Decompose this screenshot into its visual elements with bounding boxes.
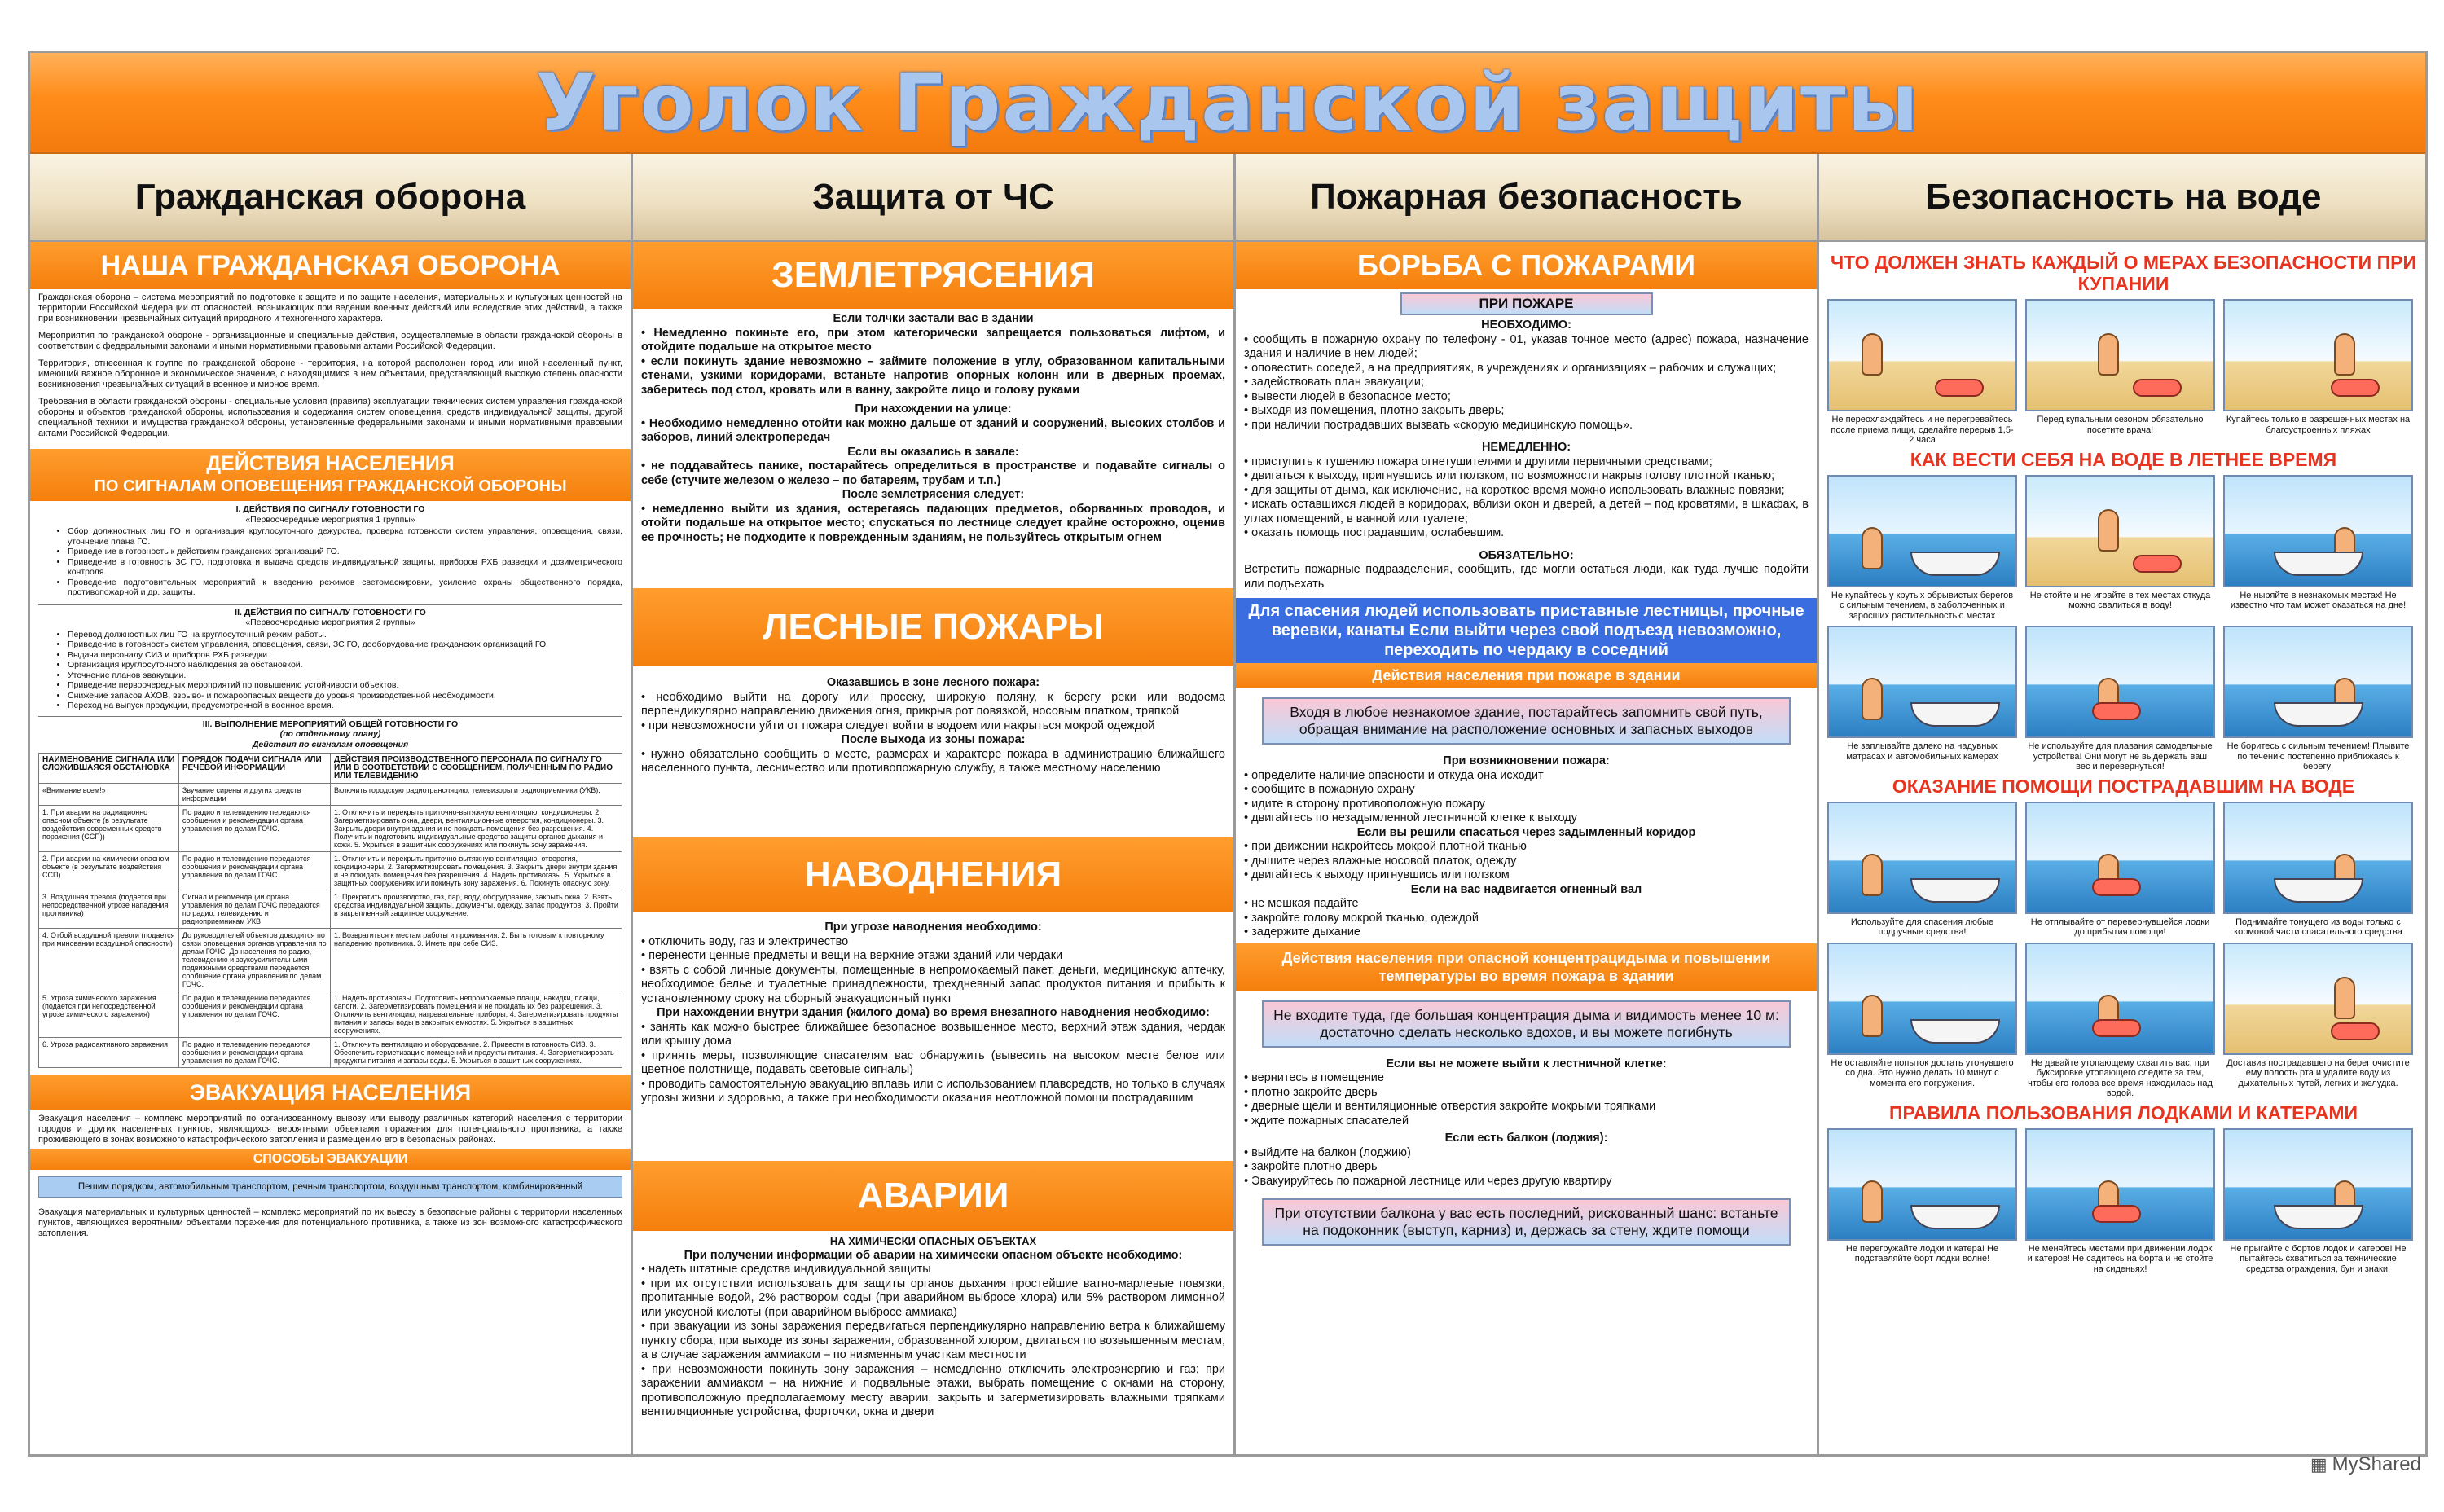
illustration-caption: Не переохлаждайтесь и не перегревайтесь после приема пищи, сделайте перерыв 1,5-2 часа xyxy=(1831,415,2014,445)
section-bar-accidents: АВАРИИ xyxy=(633,1161,1233,1231)
list-item: • для защиты от дыма, как исключение, на короткое время можно использовать влажные повязки; xyxy=(1244,483,1785,497)
paragraph: • занять как можно быстрее ближайшее безопасное возвышенное место, верхний этаж здания, чердак или крышу дома xyxy=(641,1020,1225,1048)
readiness-list xyxy=(68,630,622,711)
table-cell: Включить городскую радиотрансляцию, телевизоры и радиоприемники (УКВ). xyxy=(330,784,622,806)
illustration-card xyxy=(2223,943,2413,1099)
subheading: Если вы решили спасаться через задымленный коридор xyxy=(1356,825,1696,839)
table-cell: 1. Отключить и перекрыть приточно-вытяжную вентиляцию, кондиционеры. 2. Загерметизировать окна, двери, вентиляционные отверстия, кондиционеры. 3. Закрыть двери внутри здания и не покидать помещения без разрешения. 4. Получить и подготовить индивидуальные средства защиты органов дыхания и кожи. 5. Укрыться в защитных сооружениях или покинуть зону заражения. xyxy=(330,806,622,852)
paragraph: Встретить пожарные подразделения, сообщить, где могли остаться люди, как туда лучше подойти или подъехать xyxy=(1244,563,1809,591)
tag-row xyxy=(1236,292,1817,315)
column-header: Безопасность на воде xyxy=(1819,154,2428,242)
list-item: • закройте плотно дверь xyxy=(1244,1160,1378,1173)
illustration-card xyxy=(1827,299,2017,446)
illustration-caption: Не отплывайте от перевернувшейся лодки до прибытия помощи! xyxy=(2030,916,2210,937)
table-cell: Сигнал и рекомендации органа управления по делам ГОЧС передаются по радио, телевидению и радиоприемникам УКВ xyxy=(178,890,330,929)
paragraph: • при их отсутствии использовать для защиты органов дыхания простейшие ватно-марлевые повязки, пропитанные водой, 2% раствором соды (при аварийном выбросе хлора) или 5% раствором лимонной или уксусной кислоты (при аварийном выбросе аммиака) xyxy=(641,1277,1225,1319)
readiness-title: II. ДЕЙСТВИЯ ПО СИГНАЛУ ГОТОВНОСТИ ГО xyxy=(38,604,622,618)
paragraph: • принять меры, позволяющие спасателям вас обнаружить (вывесить на высоком месте белое или цветное полотнище, подавать световые сигналы) xyxy=(641,1048,1225,1076)
watermark-icon: ▦ xyxy=(2310,1454,2328,1475)
subheading: При возникновении пожара: xyxy=(1443,754,1610,767)
readiness-title: I. ДЕЙСТВИЯ ПО СИГНАЛУ ГОТОВНОСТИ ГО xyxy=(235,504,425,514)
picture-row xyxy=(1819,621,2428,772)
illustration-caption: Не перегружайте лодки и катера! Не подставляйте борт лодки волне! xyxy=(1845,1243,1999,1264)
illustration-image xyxy=(2025,626,2215,738)
table-header: ПОРЯДОК ПОДАЧИ СИГНАЛА ИЛИ РЕЧЕВОЙ ИНФОРМАЦИИ xyxy=(178,754,330,784)
list-item: • Приведение первоочередных мероприятий по повышению устойчивости объектов. xyxy=(68,680,622,691)
illustration-image xyxy=(2223,802,2413,914)
illustration-caption: Доставив пострадавшего на берег очистите ему полость рта и удалите воду из дыхательных путей, легких и желудка. xyxy=(2226,1057,2410,1088)
illustration-image xyxy=(2025,299,2215,411)
illustration-card xyxy=(1827,626,2017,772)
paragraph: • проводить самостоятельную эвакуацию вплавь или с использованием плавсредств, но только в случаях угрозы жизни и здоровью, а также при необходимости оказания неотложной помощи пострадавшим xyxy=(641,1077,1225,1105)
column-header: Гражданская оборона xyxy=(30,154,631,242)
paragraph: • Немедленно покиньте его, при этом категорически запрещается пользоваться лифтом, и отойдите подальше на открытое место xyxy=(641,326,1225,354)
readiness-title: III. ВЫПОЛНЕНИЕ МЕРОПРИЯТИЙ ОБЩЕЙ ГОТОВНОСТИ ГО xyxy=(38,716,622,730)
illustration-caption: Не купайтесь у крутых обрывистых берегов с сильным течением, в заболоченных и заросших растительностью местах xyxy=(1831,590,2014,621)
table-cell: 6. Угроза радиоактивного заражения xyxy=(39,1038,179,1068)
illustration-image xyxy=(2025,943,2215,1055)
picture-row xyxy=(1819,1123,2428,1275)
fire-actions-text xyxy=(1236,751,1817,943)
table-cell: 1. Отключить вентиляцию и оборудование. 2. Привести в готовность СИЗ. 3. Обеспечить герметизацию помещений и продукты питания. 4. Загерметизировать продукты питания и запасы воды. 5. Укрыться в защитных сооружениях. xyxy=(330,1038,622,1068)
column-civil-defense xyxy=(30,154,633,1457)
paragraph: • при невозможности уйти от пожара следует войти в водоем или накрыться мокрой одеждой xyxy=(641,719,1155,732)
list-item: • Переход на выпуск продукции, предусмотренной в военное время. xyxy=(68,701,622,711)
illustration-image xyxy=(1827,1128,2017,1241)
illustration-caption: Перед купальным сезоном обязательно посетите врача! xyxy=(2037,415,2204,435)
paragraph: • нужно обязательно сообщить о месте, размерах и характере пожара в администрацию ближайшего населенного пункта, лесничество или противопожарную службу, а также местному населению xyxy=(641,747,1225,775)
evac-methods-box: Пешим порядком, автомобильным транспортом, речным транспортом, воздушным транспортом, комбинированный xyxy=(38,1176,622,1198)
table-row xyxy=(39,991,622,1038)
paragraph: • необходимо выйти на дорогу или просеку, широкую поляну, к берегу реки или водоема перпендикулярно направлению движения огня, прикрыв рот повязкой, носовым платком, тряпкой xyxy=(641,690,1225,718)
column-water-safety xyxy=(1819,154,2428,1457)
list-item: • вернитесь в помещение xyxy=(1244,1071,1384,1084)
list xyxy=(1244,769,1809,826)
subheading: Если толчки застали вас в здании xyxy=(833,312,1034,325)
column-header: Защита от ЧС xyxy=(633,154,1233,242)
subheading: НЕОБХОДИМО: xyxy=(1481,319,1571,332)
subheading: НЕМЕДЛЕННО: xyxy=(1481,441,1571,454)
table-row xyxy=(39,1038,622,1068)
illustration-card xyxy=(2025,299,2215,446)
list-item: • ждите пожарных спасателей xyxy=(1244,1114,1409,1127)
section-bar-forest-fires: ЛЕСНЫЕ ПОЖАРЫ xyxy=(633,588,1233,666)
illustration-image xyxy=(2025,1128,2215,1241)
watermark xyxy=(2310,1453,2421,1476)
list-item: • сообщить в пожарную охрану по телефону - 01, указав точное место (адрес) пожара, назначение здания и наличие в нем людей; xyxy=(1244,332,1809,360)
list-item: • Приведение в готовность к действиям гражданских организаций ГО. xyxy=(68,547,622,557)
section-heading: КАК ВЕСТИ СЕБЯ НА ВОДЕ В ЛЕТНЕЕ ВРЕМЯ xyxy=(1910,448,2337,470)
table-cell: 1. Надеть противогазы. Подготовить непромокаемые плащи, накидки, плащи, сапоги. 2. Загерметизировать помещения и не покидать их без разрешения. 3. Отключить вентиляцию, нагревательные приборы. 4. Загерметизировать продукты питания и запасы воды в закрытых емкостях. 5. Укрыться в защитных сооружениях. xyxy=(330,991,622,1038)
flood-text xyxy=(633,912,1233,1161)
tag-on-fire: ПРИ ПОЖАРЕ xyxy=(1400,292,1653,315)
paragraph: • надеть штатные средства индивидуальной защиты xyxy=(641,1263,931,1276)
warning-box: Входя в любое незнакомое здание, постарайтесь запомнить свой путь, обращая внимание на расположение основных и запасных выходов xyxy=(1262,697,1791,745)
section-bar-our-civil-defense: НАША ГРАЖДАНСКАЯ ОБОРОНА xyxy=(30,242,631,289)
illustration-caption: Не заплывайте далеко на надувных матрасах и автомобильных камерах xyxy=(1846,741,1998,762)
watermark-text: MyShared xyxy=(2332,1453,2421,1475)
list-item: • Приведение в готовность ЗС ГО, подготовка и выдача средств индивидуальной защиты, приборов РХБ разведки и дозиметрического контроля. xyxy=(68,557,622,578)
table-cell: До руководителей объектов доводится по связи оповещения органов управления по делам ГОЧС. До населения по радио, телевидению и звукоусилительными подвижными средствами передается сообщение органа управления по делам ГОЧС. xyxy=(178,929,330,991)
list-item: • определите наличие опасности и откуда она исходит xyxy=(1244,768,1544,782)
illustration-image xyxy=(2223,626,2413,738)
table-cell: По радио и телевидению передаются сообщения и рекомендации органа управления по делам ГОЧС. xyxy=(178,1038,330,1068)
table-cell: 3. Воздушная тревога (подается при непосредственной угрозе нападения противника) xyxy=(39,890,179,929)
earthquake-text xyxy=(633,309,1233,588)
definitions-block xyxy=(30,289,631,449)
section-bar-earthquakes: ЗЕМЛЕТРЯСЕНИЯ xyxy=(633,242,1233,309)
section-heading: ОКАЗАНИЕ ПОМОЩИ ПОСТРАДАВШИМ НА ВОДЕ xyxy=(1892,775,2355,797)
subheading: Оказавшись в зоне лесного пожара: xyxy=(826,676,1040,689)
paragraph: • Необходимо немедленно отойти как можно дальше от зданий и сооружений, высоких столбов и заборов, линий электропередач xyxy=(641,416,1225,444)
list-item: • искать оставшихся людей в коридорах, вблизи окон и дверей, а детей – под кроватями, в шкафах, в углах помещений, в ванной или туалете; xyxy=(1244,498,1809,525)
section-heading: ЧТО ДОЛЖЕН ЗНАТЬ КАЖДЫЙ О МЕРАХ БЕЗОПАСНОСТИ ПРИ КУПАНИИ xyxy=(1831,252,2416,294)
list-item: • Проведение подготовительных мероприятий к введению режимов светомаскировки, усиление охраны общественного порядка, противопожарной и др. защиты. xyxy=(68,578,622,598)
subheading: При нахождении на улице: xyxy=(855,402,1012,415)
table-cell: По радио и телевидению передаются сообщения и рекомендации органа управления по делам ГОЧС. xyxy=(178,991,330,1038)
illustration-caption: Не используйте для плавания самодельные устройства! Они могут не выдержать ваш вес и перевернуться! xyxy=(2028,741,2213,771)
paragraph: • взять с собой личные документы, помещенные в непромокаемый пакет, деньги, медицинскую аптечку, необходимое белье и туалетные принадлежности, трехдневный запас продуктов питания и прибыть к установленному сроку на сборный эвакуационный пункт xyxy=(641,963,1225,1005)
list-item: • выйдите на балкон (лоджию) xyxy=(1244,1145,1411,1159)
list-item: • дверные щели и вентиляционные отверстия закройте мокрыми тряпками xyxy=(1244,1100,1656,1113)
list-item: • при наличии пострадавших вызвать «скорую медицинскую помощь». xyxy=(1244,418,1633,432)
list-item: • задержите дыхание xyxy=(1244,925,1360,938)
list-item: • Выдача персоналу СИЗ и приборов РХБ разведки. xyxy=(68,650,622,661)
section-bar-smoke: Действия населения при опасной концентрацидыма и повышении температуры во время пожара в здании xyxy=(1236,943,1817,991)
subheading: После землетрясения следует: xyxy=(842,488,1025,501)
definition-text: Требования в области гражданской обороны - специальные условия (правила) эксплуатации технических систем управления гражданской обороны и объектов гражданской обороны, использования и содержания систем оповещения, средств индивидуальной защиты, другой специальной техники и имущества гражданской обороны, установленные федеральными законами и иными нормативными правовыми актами Российской Федерации. xyxy=(38,397,622,438)
section-bar-building-fire: Действия населения при пожаре в здании xyxy=(1236,663,1817,688)
section-bar-population-actions xyxy=(30,449,631,501)
section-bar-subtitle: ПО СИГНАЛАМ ОПОВЕЩЕНИЯ ГРАЖДАНСКОЙ ОБОРОНЫ xyxy=(94,477,567,495)
list xyxy=(1244,1146,1809,1189)
illustration-image xyxy=(2223,943,2413,1055)
list-item: • идите в сторону противоположную пожару xyxy=(1244,797,1485,811)
list-item: • плотно закройте дверь xyxy=(1244,1085,1378,1099)
definition-text: Территория, отнесенная к группе по гражданской обороне - территория, на которой расположен город или иной населенный пункт, имеющий важное оборонное и экономическое значение, с находящимися в нем объектами, представляющий высокую степень опасности возникновения чрезвычайных ситуаций в военное и мирное время. xyxy=(38,358,622,389)
definition-text: Мероприятия по гражданской обороне - организационные и специальные действия, осуществляемые в области гражданской обороны в соответствии с федеральными законами и иными нормативными правовыми актами Российской Федерации. xyxy=(38,331,622,351)
list-item: • Приведение в готовность систем управления, оповещения, связи, ЗС ГО, дооборудование гражданских организаций ГО. xyxy=(68,640,622,650)
illustration-caption: Не стойте и не играйте в тех местах откуда можно свалиться в воду! xyxy=(2029,590,2211,610)
signals-table xyxy=(38,753,622,1068)
illustration-image xyxy=(2025,802,2215,914)
readiness-subtitle: «Первоочередные мероприятия 1 группы» xyxy=(245,514,415,525)
list-item: • сообщите в пожарную охрану xyxy=(1244,783,1415,796)
illustration-image xyxy=(1827,802,2017,914)
list-item: • Сбор должностных лиц ГО и организация круглосуточного дежурства, проверка готовности систем управления, оповещения, связи, уточнение плана ГО. xyxy=(68,526,622,547)
list-item: • приступить к тушению пожара огнетушителями и другими первичными средствами; xyxy=(1244,455,1712,468)
fire-rules-text xyxy=(1236,315,1817,595)
section-bar-floods: НАВОДНЕНИЯ xyxy=(633,837,1233,912)
table-cell: По радио и телевидению передаются сообщения и рекомендации органа управления по делам ГОЧС. xyxy=(178,806,330,852)
illustration-card xyxy=(2025,943,2215,1099)
list-item: • оповестить соседей, а на предприятиях, в учреждениях и организациях – рабочих и служащих; xyxy=(1244,361,1777,375)
illustration-card xyxy=(2223,626,2413,772)
paragraph: • не поддавайтесь панике, постарайтесь определиться в пространстве и подавайте сигналы о себе (стучите железом о железо – по батареям, трубам и т.п.) xyxy=(641,459,1225,487)
table-cell: 1. Отключить и перекрыть приточно-вытяжную вентиляцию, отверстия, кондиционеры. 2. Загерметизировать помещения. 3. Закрыть двери внутри здания и не покидать помещения без разрешения. 4. Надеть противогазы. 5. Укрыться в защитных сооружениях или покинуть зону заражения. 6. Покинуть опасную зону. xyxy=(330,852,622,890)
table-row xyxy=(39,890,622,929)
table-body xyxy=(39,784,622,1068)
subheading: После выхода из зоны пожара: xyxy=(841,733,1026,746)
table-row xyxy=(39,929,622,991)
list-item: • двигайтесь по незадымленной лестничной клетке к выходу xyxy=(1244,811,1577,824)
readiness-list xyxy=(68,526,622,598)
warning-box: При отсутствии балкона у вас есть последний, рискованный шанс: встаньте на подоконник (выступ, карниз) и, держась за стену, ждите помощи xyxy=(1262,1198,1791,1246)
list-item: • Эвакуируйтесь по пожарной лестнице или через другую квартиру xyxy=(1244,1174,1612,1188)
stairs-text xyxy=(1236,1054,1817,1193)
illustration-caption: Не прыгайте с бортов лодок и катеров! Не пытайтесь схватиться за технические средства ограждения, бун и знаки! xyxy=(2230,1243,2407,1274)
illustration-image xyxy=(2223,1128,2413,1241)
list-item: • двигайтесь к выходу пригнувшись или ползком xyxy=(1244,868,1510,881)
section-heading: ПРАВИЛА ПОЛЬЗОВАНИЯ ЛОДКАМИ И КАТЕРАМИ xyxy=(1888,1101,2358,1123)
list-item: • Уточнение планов эвакуации. xyxy=(68,670,622,681)
paragraph: • немедленно выйти из здания, остерегаясь падающих предметов, оборванных проводов, и отойти подальше на открытое место; спускаться по лестнице следует крайне осторожно, оценив ее прочность; не подходите к поврежденным зданиям, не пользуйтесь открытым огнем xyxy=(641,502,1225,544)
subheading: ОБЯЗАТЕЛЬНО: xyxy=(1479,548,1574,562)
illustration-caption: Поднимайте тонущего из воды только с кормовой части спасательного средства xyxy=(2234,916,2402,937)
list-item: • выходя из помещения, плотно закрыть дверь; xyxy=(1244,404,1505,417)
illustration-caption: Не боритесь с сильным течением! Плывите по течению постепенно приближаясь к берегу! xyxy=(2226,741,2410,771)
definition-text: Гражданская оборона – система мероприятий по подготовке к защите и по защите населения, материальных и культурных ценностей на территории Российской Федерации от опасностей, возникающих при ведении военных действий или вследствие этих действий, а также при возникновении чрезвычайных ситуаций природного и техногенного характера. xyxy=(38,292,622,323)
accident-text xyxy=(633,1231,1233,1423)
rescue-note: Для спасения людей использовать приставные лестницы, прочные веревки, канаты Если выйти через свой подъезд невозможно, переходить по чердаку в соседний xyxy=(1236,598,1817,663)
list xyxy=(1244,897,1809,940)
readiness-subtitle: «Первоочередные мероприятия 2 группы» xyxy=(245,618,415,627)
section-bar-evac-methods: СПОСОБЫ ЭВАКУАЦИИ xyxy=(30,1149,631,1170)
illustration-card xyxy=(2025,475,2215,622)
list xyxy=(1244,333,1809,433)
section-bar-firefighting: БОРЬБА С ПОЖАРАМИ xyxy=(1236,242,1817,289)
column-header: Пожарная безопасность xyxy=(1236,154,1817,242)
picture-row xyxy=(1819,294,2428,446)
illustration-card xyxy=(1827,943,2017,1099)
section-bar-evacuation: ЭВАКУАЦИЯ НАСЕЛЕНИЯ xyxy=(30,1075,631,1110)
illustration-image xyxy=(2025,475,2215,587)
table-header-row xyxy=(39,754,622,784)
picture-row xyxy=(1819,938,2428,1099)
table-row xyxy=(39,784,622,806)
subheading: НА ХИМИЧЕСКИ ОПАСНЫХ ОБЪЕКТАХ xyxy=(829,1235,1037,1247)
paragraph: • если покинуть здание невозможно – займите положение в углу, образованном капитальными стенами, узкими коридорами, встаньте напротив опорных колонн или в дверных проемах, заберитесь под стол, кровать или в ванну, закройте лицо и голову руками xyxy=(641,354,1225,397)
subheading: При получении информации об аварии на химически опасном объекте необходимо: xyxy=(684,1248,1183,1262)
illustration-caption: Используйте для спасения любые подручные средства! xyxy=(1850,916,1994,937)
list-item: • двигаться к выходу, пригнувшись или ползком, по возможности накрыв голову плотной тканью; xyxy=(1244,469,1775,482)
table-cell: 4. Отбой воздушной тревоги (подается при миновании воздушной опасности) xyxy=(39,929,179,991)
list xyxy=(1244,455,1809,541)
table-cell: 1. Прекратить производство, газ, пар, воду, оборудование, закрыть окна. 2. Взять средства индивидуальной защиты, документы, одежду, запас продуктов. 3. Пройти в закрепленный защитное сооружение. xyxy=(330,890,622,929)
evacuation-values-text: Эвакуация материальных и культурных ценностей – комплекс мероприятий по их вывозу в безопасные районы с территории населенных пунктов, являющихся вероятными объектами поражения для потенциального противника, а также из зон возможного катастрофического затопления. xyxy=(38,1207,622,1238)
list-item: • при движении накройтесь мокрой плотной тканью xyxy=(1244,840,1527,853)
table-cell: 2. При аварии на химически опасном объекте (в результате воздействия ССП) xyxy=(39,852,179,890)
list-item: • Снижение запасов АХОВ, взрыво- и пожароопасных веществ до уровня производственной необходимости. xyxy=(68,691,622,701)
list-item: • не мешкая падайте xyxy=(1244,897,1359,910)
subheading: Если вы не можете выйти к лестничной клетке: xyxy=(1386,1057,1667,1070)
list-item: • задействовать план эвакуации; xyxy=(1244,376,1425,389)
table-row xyxy=(39,852,622,890)
subheading: При нахождении внутри здания (жилого дома) во время внезапного наводнения необходимо: xyxy=(657,1006,1210,1019)
table-row xyxy=(39,806,622,852)
illustration-caption: Купайтесь только в разрешенных местах на благоустроенных пляжах xyxy=(2226,415,2411,435)
illustration-caption: Не давайте утопающему схватить вас, при буксировке утопающего следите за тем, чтобы его голова все время находилась над водой. xyxy=(2028,1057,2213,1098)
illustration-image xyxy=(1827,475,2017,587)
illustration-card xyxy=(1827,475,2017,622)
paragraph: • при невозможности покинуть зону заражения – немедленно отключить электроэнергию и газ; при заражении аммиаком – на нижние и подвальные этажи, выбрать помещение с окнами на сторону, противоположную предполагаемому месту аварии, закрыть и загерметизировать влажными тряпками вентиляционные устройства, форточки, окна и двери xyxy=(641,1362,1225,1418)
illustration-card xyxy=(1827,1128,2017,1275)
forest-fire-text xyxy=(633,666,1233,837)
list xyxy=(1244,840,1809,883)
poster xyxy=(28,51,2428,1457)
list-item: • Перевод должностных лиц ГО на круглосуточный режим работы. xyxy=(68,630,622,640)
illustration-image xyxy=(1827,943,2017,1055)
illustration-caption: Не оставляйте попыток достать утонувшего со дна. Это нужно делать 10 минут с момента его погружения. xyxy=(1831,1057,2014,1088)
illustration-caption: Не меняйтесь местами при движении лодок и катеров! Не садитесь на борта и не стойте на сиденьях! xyxy=(2027,1243,2213,1274)
illustration-card xyxy=(2025,626,2215,772)
table-header: ДЕЙСТВИЯ ПРОИЗВОДСТВЕННОГО ПЕРСОНАЛА ПО СИГНАЛУ ГО ИЛИ В СООТВЕТСТВИИ С СООБЩЕНИЕМ, ПОЛУЧЕННЫМ ПО РАДИО ИЛИ ТЕЛЕВИДЕНИЮ xyxy=(330,754,622,784)
illustration-image xyxy=(2223,299,2413,411)
list-item: • вывести людей в безопасное место; xyxy=(1244,389,1451,403)
paragraph: • перенести ценные предметы и вещи на верхние этажи зданий или чердаки xyxy=(641,949,1063,962)
list-item: • Организация круглосуточного наблюдения за обстановкой. xyxy=(68,660,622,670)
illustration-card xyxy=(1827,802,2017,938)
readiness-subtitle: Действия по сигналам оповещения xyxy=(252,739,409,749)
column-fire-safety xyxy=(1236,154,1819,1457)
illustration-card xyxy=(2223,299,2413,446)
list-item: • оказать помощь пострадавшим, ослабевшим. xyxy=(1244,526,1505,539)
list-item: • закройте голову мокрой тканью, одеждой xyxy=(1244,911,1479,925)
table-header: НАИМЕНОВАНИЕ СИГНАЛА ИЛИ СЛОЖИВШАЯСЯ ОБСТАНОВКА xyxy=(39,754,179,784)
picture-row xyxy=(1819,470,2428,622)
table-cell: «Внимание всем!» xyxy=(39,784,179,806)
subheading: Если на вас надвигается огненный вал xyxy=(1410,882,1642,896)
table-cell: Звучание сирены и других средств информации xyxy=(178,784,330,806)
illustration-card xyxy=(2025,802,2215,938)
illustration-card xyxy=(2223,802,2413,938)
illustration-card xyxy=(2025,1128,2215,1275)
illustration-card xyxy=(2223,475,2413,622)
table-cell: По радио и телевидению передаются сообщения и рекомендации органа управления по делам ГОЧС. xyxy=(178,852,330,890)
poster-banner xyxy=(30,53,2425,154)
subheading: Если вы оказались в завале: xyxy=(847,445,1019,459)
warning-box: Не входите туда, где большая концентрация дыма и видимость менее 10 м: достаточно сделать несколько вдохов, и вы можете погибнуть xyxy=(1262,1000,1791,1048)
column-emergency-protection xyxy=(633,154,1236,1457)
list-item: • дышите через влажные носовой платок, одежду xyxy=(1244,854,1517,868)
illustration-card xyxy=(2223,1128,2413,1275)
table-cell: 1. При аварии на радиационно опасном объекте (в результате воздействия современных средств поражения (ССП)) xyxy=(39,806,179,852)
paragraph: • при эвакуации из зоны заражения передвигаться перпендикулярно направлению ветра к ближайшему пункту сбора, при выходе из зоны заражения, образованной хлором, двигаться по возвышенным местам, а в случае заражения аммиаком – по низменным участкам местности xyxy=(641,1320,1225,1361)
readiness-subtitle: (по отдельному плану) xyxy=(279,729,381,739)
list xyxy=(1244,1071,1809,1128)
illustration-image xyxy=(2223,475,2413,587)
table-cell: 1. Возвратиться к местам работы и проживания. 2. Быть готовым к повторному нападению противника. 3. Иметь при себе СИЗ. xyxy=(330,929,622,991)
illustration-image xyxy=(1827,299,2017,411)
table-cell: 5. Угроза химического заражения (подается при непосредственной угрозе химического заражения) xyxy=(39,991,179,1038)
picture-row xyxy=(1819,797,2428,938)
paragraph: • отключить воду, газ и электричество xyxy=(641,934,849,948)
readiness-block xyxy=(30,501,631,1071)
illustration-caption: Не ныряйте в незнакомых местах! Не известно что там может оказаться на дне! xyxy=(2230,590,2407,610)
section-bar-title: ДЕЙСТВИЯ НАСЕЛЕНИЯ xyxy=(206,452,455,475)
subheading: Если есть балкон (лоджия): xyxy=(1444,1132,1608,1145)
evacuation-text: Эвакуация населения – комплекс мероприятий по организованному вывозу или выводу различных категорий населения с территории городов и других населенных пунктов, являющихся вероятными объектами поражения для потенциального противника, а также проживающего в зонах возможного катастрофического затопления и размещению его в безопасных районах. xyxy=(38,1114,622,1145)
poster-title: Уголок Гражданской защиты xyxy=(535,56,1920,148)
illustration-image xyxy=(1827,626,2017,738)
subheading: При угрозе наводнения необходимо: xyxy=(824,921,1042,934)
